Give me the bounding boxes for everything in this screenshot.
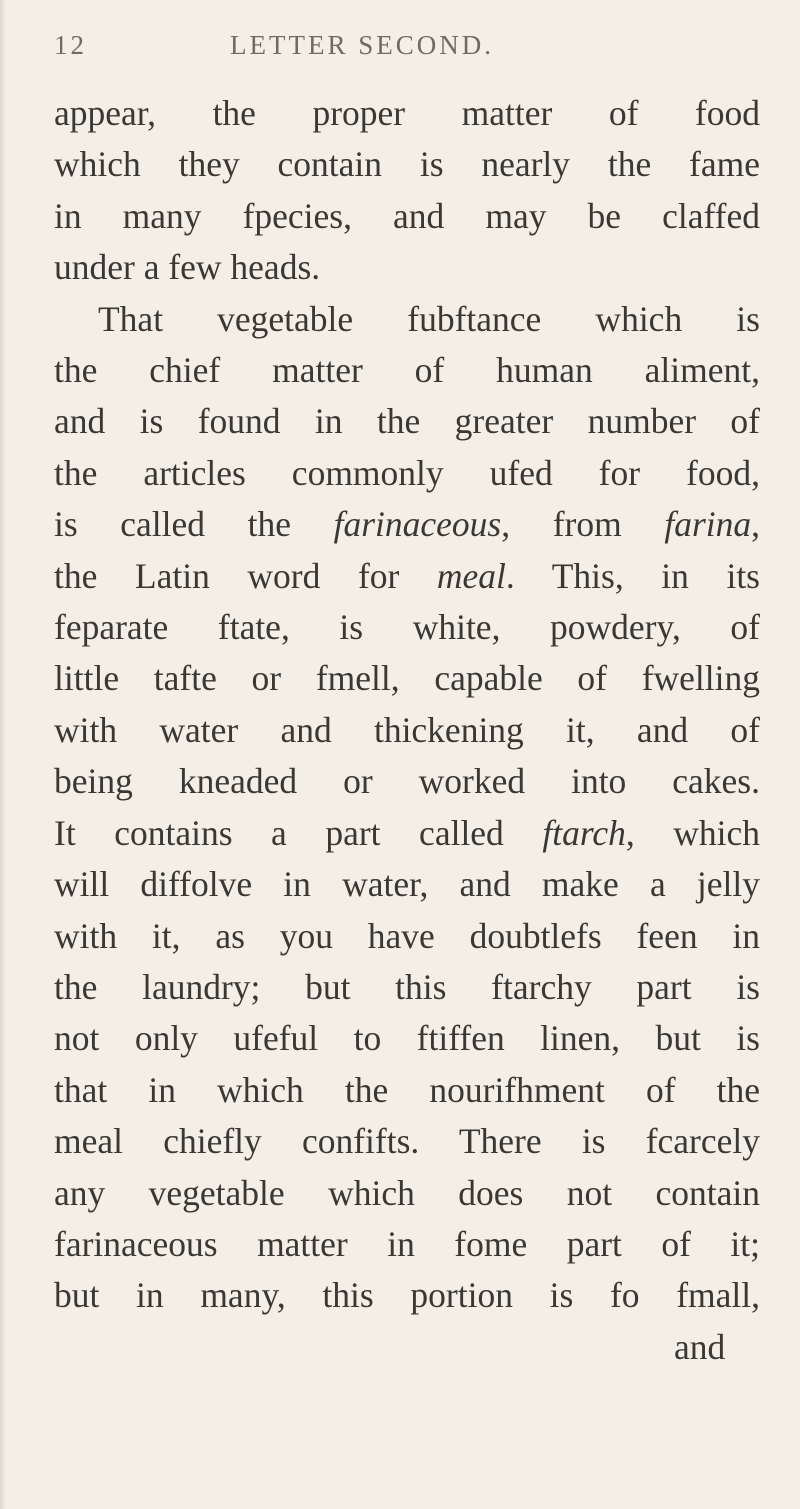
page-number: 12: [54, 30, 87, 60]
running-title: LETTER SECOND.: [230, 30, 494, 60]
italic-term-starch: ftarch: [542, 812, 626, 853]
text-line: little tafte or fmell, capable of fwelling: [54, 658, 760, 699]
text-line: will diffolve in water, and make a jelly: [54, 864, 760, 905]
text-line-starch: [54, 808, 760, 859]
text-run: the Latin word for: [54, 555, 437, 596]
text-line: with water and thickening it, and of: [54, 709, 760, 750]
italic-term-farinaceous: farinaceous: [333, 504, 502, 545]
text-line: and is found in the greater number of: [54, 401, 760, 442]
text-line: feparate ftate, is white, powdery, of: [54, 607, 760, 648]
catchword: and: [674, 1326, 726, 1367]
text-line: which they contain is nearly the fame: [54, 144, 760, 185]
text-line: under a few heads.: [54, 247, 321, 288]
text-run: , from: [501, 504, 665, 545]
text-run: , which: [625, 812, 760, 853]
page-edge-shadow: [0, 0, 6, 1509]
text-line: any vegetable which does not contain: [54, 1172, 760, 1213]
text-run: is called the: [54, 504, 334, 545]
body-text: [54, 88, 760, 1373]
text-line: the articles commonly ufed for food,: [54, 452, 760, 493]
text-line: not only ufeful to ftiffen linen, but is: [54, 1018, 760, 1059]
italic-term-meal: meal: [436, 555, 506, 596]
text-line: being kneaded or worked into cakes.: [54, 761, 760, 802]
text-line: farinaceous matter in fome part of it;: [54, 1223, 760, 1264]
text-run: . This, in its: [505, 555, 760, 596]
text-run: It contains a part called: [54, 812, 543, 853]
text-line: meal chiefly confifts. There is fcarcely: [54, 1121, 760, 1162]
italic-term-farina: farina: [664, 504, 752, 545]
text-line-farinaceous: [54, 499, 760, 550]
text-line: the laundry; but this ftarchy part is: [54, 966, 760, 1007]
text-line: That vegetable fubftance which is: [98, 298, 760, 339]
text-line: with it, as you have doubtlefs feen in: [54, 915, 760, 956]
text-line: appear, the proper matter of food: [54, 93, 760, 133]
text-line: in many fpecies, and may be claffed: [54, 195, 760, 236]
running-head: [54, 20, 760, 60]
text-line-meal: [54, 551, 760, 602]
text-run: ,: [751, 504, 760, 545]
text-line: the chief matter of human aliment,: [54, 350, 760, 391]
text-line: but in many, this portion is fo fmall,: [54, 1275, 760, 1316]
text-line: that in which the nourifhment of the: [54, 1069, 760, 1110]
